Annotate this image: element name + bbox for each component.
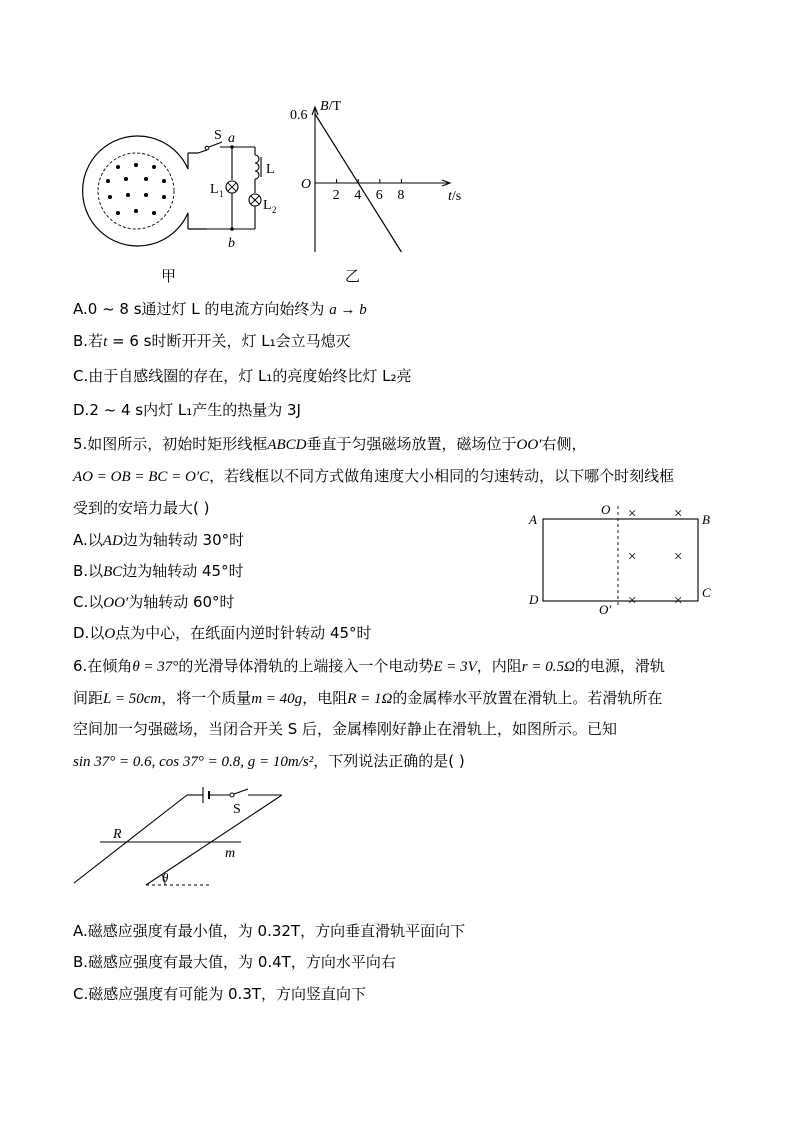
- x-tick-label: 4: [354, 188, 362, 203]
- solenoid-ring: [83, 136, 188, 246]
- rail-left: [74, 795, 187, 883]
- svg-text:×: ×: [628, 506, 637, 522]
- y-tick-label: 0.6: [290, 108, 308, 123]
- q6-option-a: A.磁感应强度有最小值，为 0.32T，方向垂直滑轨平面向下: [73, 922, 466, 940]
- label-s: S: [233, 802, 241, 817]
- caption-jia: 甲: [161, 267, 177, 285]
- svg-text:×: ×: [674, 593, 683, 609]
- inductor-l: [255, 155, 259, 179]
- caption-yi: 乙: [345, 267, 361, 285]
- svg-text:×: ×: [674, 549, 683, 565]
- x-tick-label: 6: [375, 188, 383, 203]
- label-r: R: [113, 827, 122, 842]
- q6-line4: sin 37° = 0.6, cos 37° = 0.8, g = 10m/s²，下列说法正确的是( ): [73, 752, 465, 770]
- svg-text:B: B: [702, 512, 710, 527]
- svg-text:A: A: [529, 512, 537, 527]
- q6-figure: [70, 780, 300, 895]
- q5-figure: [525, 500, 725, 620]
- q4-option-c: C.由于自感线圈的存在，灯 L₁的亮度始终比灯 L₂亮: [73, 367, 412, 385]
- x-tick-label: 2: [332, 188, 340, 203]
- q6-line3: 空间加一匀强磁场，当闭合开关 S 后，金属棒刚好静止在滑轨上，如图所示。已知: [73, 720, 618, 738]
- q5-stem-line3: 受到的安培力最大( ): [73, 499, 210, 517]
- x-axis-label: t/s: [448, 189, 462, 204]
- label-theta: θ: [162, 870, 169, 885]
- origin-label: O: [301, 177, 312, 192]
- q4-option-d: D.2 ~ 4 s内灯 L₁产生的热量为 3J: [73, 401, 301, 419]
- svg-text:O′: O′: [599, 602, 612, 617]
- q6-line1: 6.在倾角θ = 37°的光滑导体滑轨的上端接入一个电动势E = 3V，内阻r = 0.5Ω的电源，滑轨: [73, 657, 665, 675]
- label-b: b: [228, 236, 235, 251]
- x-tick-label: 8: [397, 188, 405, 203]
- svg-text:1: 1: [219, 189, 224, 199]
- q5-option-d: D.以O点为中心，在纸面内逆时针转动 45°时: [73, 624, 372, 642]
- q5-option-a: A.以AD边为轴转动 30°时: [73, 531, 245, 549]
- q4-option-b: B.若t = 6 s时断开开关，灯 L₁会立马熄灭: [73, 332, 351, 350]
- svg-text:2: 2: [272, 205, 277, 215]
- label-a: a: [228, 131, 235, 146]
- q6-option-b: B.磁感应强度有最大值，为 0.4T，方向水平向右: [73, 953, 396, 971]
- y-axis-label: B/T: [320, 99, 342, 114]
- label-s: S: [214, 128, 222, 143]
- svg-text:L: L: [266, 162, 275, 177]
- svg-text:C: C: [702, 585, 711, 600]
- q5-stem-line1: 5.如图所示，初始时矩形线框ABCD垂直于匀强磁场放置，磁场位于OO′右侧，: [73, 435, 587, 453]
- svg-text:L: L: [210, 182, 219, 197]
- figure-yi-chart: [290, 95, 470, 260]
- svg-text:×: ×: [628, 593, 637, 609]
- q6-line2: 间距L = 50cm，将一个质量m = 40g，电阻R = 1Ω的金属棒水平放置在滑轨上。若滑轨所在: [73, 689, 663, 707]
- q5-option-b: B.以BC边为轴转动 45°时: [73, 562, 244, 580]
- q6-option-c: C.磁感应强度有可能为 0.3T，方向竖直向下: [73, 985, 367, 1003]
- field-dots: [106, 163, 166, 215]
- svg-text:×: ×: [674, 506, 683, 522]
- field-crosses: [628, 506, 682, 609]
- label-m: m: [225, 846, 236, 861]
- q4-option-a: A.0 ~ 8 s通过灯 L 的电流方向始终为 a → b: [73, 300, 367, 318]
- figure-jia: [70, 125, 285, 260]
- svg-text:×: ×: [628, 549, 637, 565]
- svg-text:O: O: [601, 502, 611, 517]
- svg-text:L: L: [263, 198, 272, 213]
- q5-option-c: C.以OO′为轴转动 60°时: [73, 593, 235, 611]
- q5-stem-line2: AO = OB = BC = O′C，若线框以不同方式做角速度大小相同的匀速转动，以下哪个时刻线框: [73, 467, 675, 485]
- svg-text:D: D: [529, 592, 539, 607]
